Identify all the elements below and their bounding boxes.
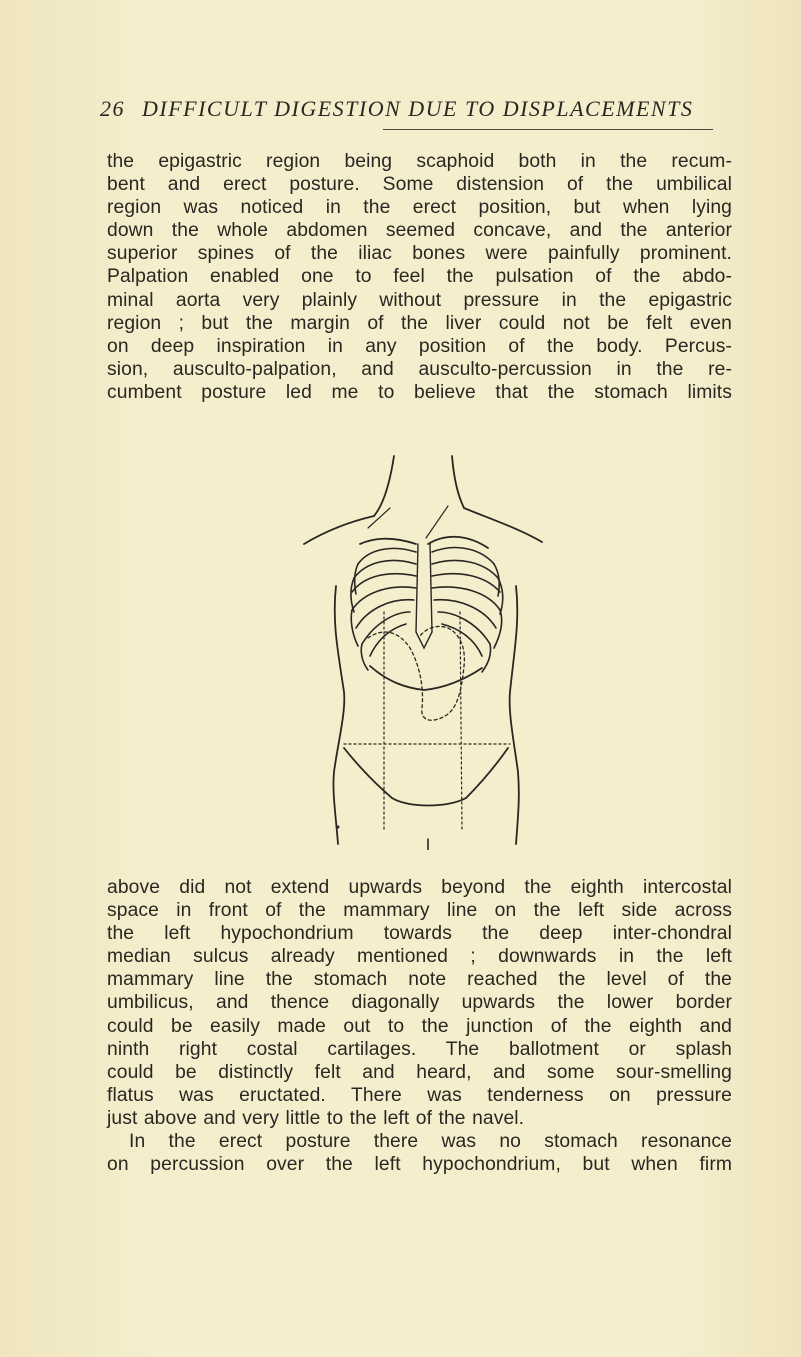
text-line: above did not extend upwards beyond the eighth intercostal — [107, 877, 732, 898]
page-number: 26 — [100, 96, 125, 121]
stomach-outline — [368, 626, 464, 720]
text-line: cumbent posture led me to believe that the stomach limits — [107, 381, 732, 403]
shoulder-tick — [426, 506, 448, 538]
text-line: just above and very little to the left of the navel. — [107, 1107, 525, 1129]
paragraph-1 — [107, 150, 732, 404]
costal-arch — [370, 666, 482, 690]
shoulder-outline — [304, 516, 374, 544]
torso-diagram — [298, 452, 548, 854]
text-line: sion, ausculto-palpation, and ausculto-percussion in the re- — [107, 358, 732, 380]
ribs-right — [432, 548, 503, 672]
text-line: median sulcus already mentioned ; downwards in the left — [107, 946, 732, 968]
header-rule — [383, 129, 713, 130]
running-title: DIFFICULT DIGESTION DUE TO DISPLACEMENTS — [142, 96, 694, 121]
iliac-crest-right — [466, 748, 508, 798]
text-line: on percussion over the left hypochondrium, but when firm — [107, 1154, 732, 1176]
sternum — [416, 544, 432, 632]
text-line: region was noticed in the erect position, but when lying — [107, 197, 732, 219]
text-line: Palpation enabled one to feel the pulsation of the abdo- — [107, 266, 732, 288]
neck-outline — [452, 456, 464, 508]
text-line: could be distinctly felt and heard, and some sour-smelling — [107, 1061, 732, 1083]
neck-outline — [374, 456, 394, 516]
running-header — [100, 96, 720, 122]
shoulder-outline — [464, 508, 542, 542]
text-line: minal aorta very plainly without pressure in the epigastric — [107, 289, 732, 311]
iliac-crest-left — [344, 748, 392, 798]
text-line: ninth right costal cartilages. The ballotment or splash — [107, 1038, 732, 1060]
text-line: In the erect posture there was no stomach resonance — [129, 1131, 732, 1153]
text-line: space in front of the mammary line on the left side across — [107, 900, 732, 922]
text-line: could be easily made out to the junction of the eighth and — [107, 1015, 732, 1037]
text-line: mammary line the stomach note reached the level of the — [107, 969, 732, 991]
text-line: down the whole abdomen seemed concave, and the anterior — [107, 220, 732, 242]
paragraph-2 — [107, 876, 732, 1176]
text-line: the left hypochondrium towards the deep inter-chondral — [107, 923, 732, 945]
body-outline-right — [510, 586, 519, 844]
text-line: bent and erect posture. Some distension of the umbilical — [107, 174, 732, 196]
text-line: umbilicus, and thence diagonally upwards the lower border — [107, 992, 732, 1014]
text-line: the epigastric region being scaphoid both in the recum- — [107, 151, 732, 172]
pubic-arch — [392, 798, 466, 806]
text-line: flatus was eructated. There was tenderness on pressure — [107, 1084, 732, 1106]
text-line: on deep inspiration in any position of the body. Percus- — [107, 335, 732, 357]
text-line: region ; but the margin of the liver could not be felt even — [107, 312, 732, 334]
text-line: superior spines of the iliac bones were painfully prominent. — [107, 243, 732, 265]
figure-label: I — [425, 835, 431, 854]
shoulder-tick — [368, 508, 390, 528]
body-outline-left — [333, 586, 344, 844]
mammary-line-right — [460, 612, 462, 830]
